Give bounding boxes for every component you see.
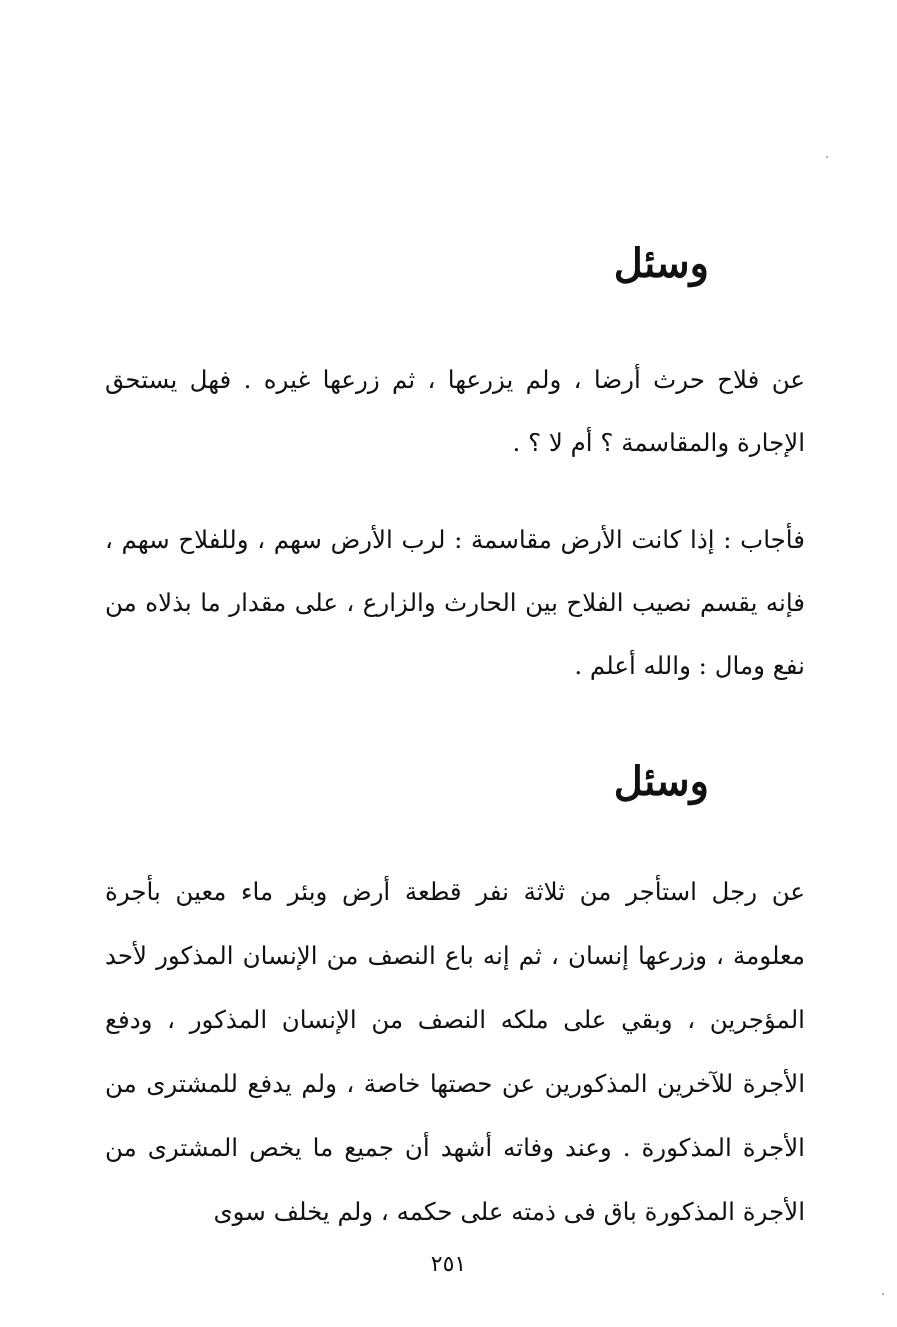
section-heading: وسئل [613, 758, 709, 805]
scan-speck [826, 156, 828, 158]
question-paragraph: عن رجل استأجر من ثلاثة نفر قطعة أرض وبئر ماء معين بأجرة معلومة ، وزرعها إنسان ، ثم إنه باع النصف من الإنسان المذكور لأحد المؤجرين ، وبقي على ملكه النصف من الإنسان المذكور ، ودفع الأجرة للآخرين المذكورين عن حصتها خاصة ، ولم يدفع للمشترى من الأجرة المذكورة . وعند وفاته أشهد أن جميع ما يخص المشترى من الأجرة المذكورة باق فى ذمته على حكمه ، ولم يخلف سوى [105, 877, 805, 1226]
question-paragraph: عن فلاح حرث أرضا ، ولم يزرعها ، ثم زرعها غيره . فهل يستحق الإجارة والمقاسمة ؟ أم لا ؟ . [105, 365, 805, 457]
scan-speck [882, 1293, 884, 1295]
page-number: ٢٥١ [430, 1252, 467, 1277]
section-heading: وسئل [613, 240, 709, 287]
answer-paragraph: فأجاب : إذا كانت الأرض مقاسمة : لرب الأرض سهم ، وللفلاح سهم ، فإنه يقسم نصيب الفلاح بين الحارث والزارع ، على مقدار ما بذلاه من نفع ومال : والله أعلم . [105, 525, 805, 680]
